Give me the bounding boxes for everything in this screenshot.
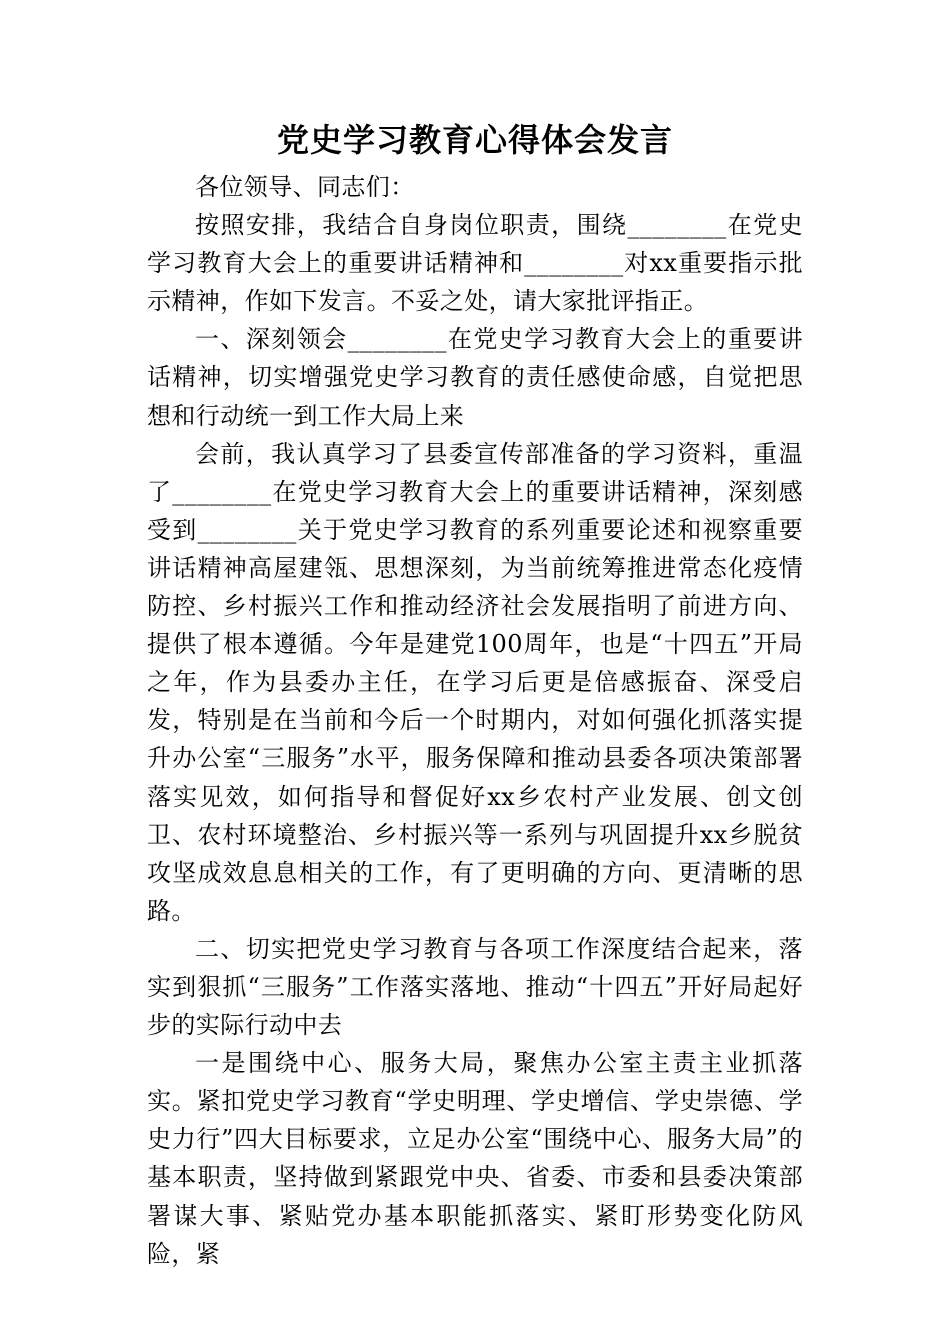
paragraph-intro: 按照安排，我结合自身岗位职责，围绕________在党史学习教育大会上的重要讲话精神和________对xx重要指示批示精神，作如下发言。不妥之处，请大家批评指正。 <box>147 211 803 316</box>
paragraph-body-2: 一是围绕中心、服务大局，聚焦办公室主责主业抓落实。紧扣党史学习教育“学史明理、学史增信、学史崇德、学史力行”四大目标要求，立足办公室“围绕中心、服务大局”的基本职责，坚持做到紧跟党中央、省委、市委和县委决策部署谋大事、紧贴党办基本职能抓落实、紧盯形势变化防风险，紧 <box>147 1049 803 1268</box>
document-body <box>147 168 803 1273</box>
paragraph-heading-2: 二、切实把党史学习教育与各项工作深度结合起来，落实到狠抓“三服务”工作落实落地、推动“十四五”开好局起好步的实际行动中去 <box>147 934 803 1040</box>
paragraph-salutation: 各位领导、同志们： <box>195 173 415 201</box>
paragraph-body-1: 会前，我认真学习了县委宣传部准备的学习资料，重温了________在党史学习教育大会上的重要讲话精神，深刻感受到________关于党史学习教育的系列重要论述和视察重要讲话精神高屋建瓴、思想深刻，为当前统筹推进常态化疫情防控、乡村振兴工作和推动经济社会发展指明了前进方向、提供了根本遵循。今年是建党100周年，也是“十四五”开局之年，作为县委办主任，在学习后更是倍感振奋、深受启发，特别是在当前和今后一个时期内，对如何强化抓落实提升办公室“三服务”水平，服务保障和推动县委各项决策部署落实见效，如何指导和督促好xx乡农村产业发展、创文创卫、农村环境整治、乡村振兴等一系列与巩固提升xx乡脱贫攻坚成效息息相关的工作，有了更明确的方向、更清晰的思路。 <box>147 439 803 925</box>
document-title: 党史学习教育心得体会发言 <box>276 121 673 159</box>
paragraph-heading-1: 一、深刻领会________在党史学习教育大会上的重要讲话精神，切实增强党史学习教育的责任感使命感，自觉把思想和行动统一到工作大局上来 <box>147 325 803 430</box>
